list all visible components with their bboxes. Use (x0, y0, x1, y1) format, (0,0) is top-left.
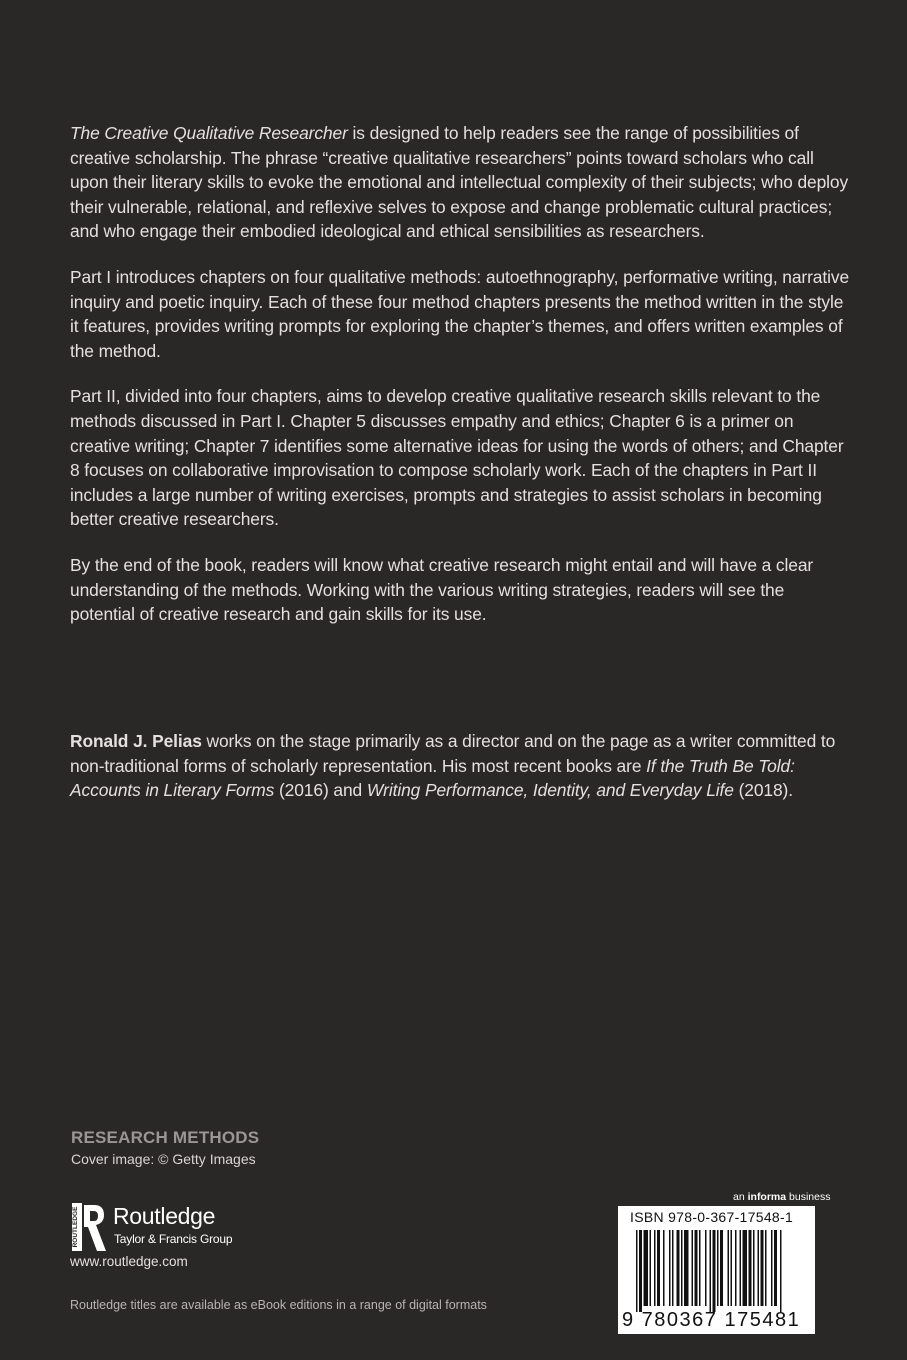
publisher-name: Routledge (113, 1203, 216, 1229)
barcode-bar (681, 1230, 683, 1306)
barcode-bar (753, 1230, 755, 1306)
barcode-bar (639, 1230, 642, 1312)
publisher-group: Taylor & Francis Group (114, 1232, 233, 1246)
routledge-mark-icon (70, 1203, 110, 1253)
barcode-bar (735, 1230, 737, 1306)
barcode-bar (699, 1230, 701, 1306)
publisher-website: www.routledge.com (70, 1254, 188, 1269)
barcode-bar (713, 1230, 716, 1312)
barcode-bar (669, 1230, 671, 1306)
barcode-bar (780, 1230, 782, 1312)
barcode-bar (749, 1230, 752, 1306)
author-bio: Ronald J. Pelias works on the stage primarily as a director and on the page as a writer committed to non-traditional forms of scholarly representation. His most recent books are If the Truth Be Told: Accounts in Literary Forms (2016) and Writing Performance, Identity, and Everyday Life (2018). (70, 731, 836, 801)
cover-credit: Cover image: © Getty Images (71, 1151, 256, 1167)
barcode-bar (771, 1230, 773, 1306)
barcode-bar (765, 1230, 767, 1306)
book-title: The Creative Qualitative Researcher (70, 123, 348, 143)
barcode-bar (636, 1230, 638, 1312)
svg-text:ROUTLEDGE: ROUTLEDGE (72, 1206, 79, 1248)
informa-tagline: an informa business (733, 1191, 831, 1203)
barcode-bar (758, 1230, 760, 1306)
barcode-bar (774, 1230, 777, 1306)
barcode-bar (654, 1230, 656, 1306)
barcode-bar (761, 1230, 764, 1306)
barcode-bar (717, 1230, 719, 1306)
barcode-bar (684, 1230, 689, 1306)
barcode-digits: 9 780367 175481 (622, 1309, 801, 1331)
isbn-label: ISBN 978-0-367-17548-1 (630, 1209, 794, 1225)
book-description (70, 121, 850, 648)
barcode-bar (672, 1230, 674, 1306)
barcode-bar (743, 1230, 748, 1306)
barcode-bar (657, 1230, 660, 1306)
barcode-bar (650, 1230, 652, 1306)
publisher-logo (70, 1203, 270, 1255)
subject-category: RESEARCH METHODS (71, 1128, 260, 1147)
isbn-barcode (618, 1206, 815, 1334)
barcode-bar (644, 1230, 649, 1306)
barcode-bar (710, 1230, 712, 1312)
barcode-bar (740, 1230, 742, 1306)
book-reference-2: Writing Performance, Identity, and Everyday Life (366, 780, 734, 801)
ebook-note: Routledge titles are available as eBook editions in a range of digital formats (70, 1298, 487, 1312)
book-reference-1: If the Truth Be Told: Accounts in Literary Forms (70, 755, 795, 801)
barcode-bar (728, 1230, 730, 1306)
barcode-bar (692, 1230, 694, 1306)
barcode-bar (663, 1230, 665, 1306)
description-paragraph-2: Part I introduces chapters on four qualitative methods: autoethnography, performative writing, narrative inquiry and poetic inquiry. Each of these four method chapters presents the method written in the style it features, provides writing prompts for exploring the chapter’s themes, and offers written examples of the method. (70, 266, 850, 361)
barcode-bar (720, 1230, 723, 1306)
barcode-bar (677, 1230, 680, 1306)
description-paragraph-1: The Creative Qualitative Researcher is designed to help readers see the range of possibilities of creative scholarship. The phrase “creative qualitative researchers” points toward scholars who call upon their literary skills to evoke the emotional and intellectual complexity of their subjects; who deploy their vulnerable, relational, and reflexive selves to expose and change problematic cultural practices; and who engage their embodied ideological and ethical sensibilities as researchers. (70, 123, 849, 242)
description-paragraph-3: Part II, divided into four chapters, aims to develop creative qualitative research skills relevant to the methods discussed in Part I. Chapter 5 discusses empathy and ethics; Chapter 6 is a primer on creative writing; Chapter 7 identifies some alternative ideas for using the words of others; and Chapter 8 focuses on collaborative improvisation to compose scholarly work. Each of the chapters in Part II includes a large number of writing exercises, prompts and strategies to assist scholars in becoming better creative researchers. (70, 386, 844, 530)
barcode-bar (695, 1230, 698, 1306)
barcode-bar (705, 1230, 707, 1306)
description-paragraph-4: By the end of the book, readers will know what creative research might entail and will have a clear understanding of the methods. Working with the various writing strategies, readers will see the potential of creative research and gain skills for its use. (70, 554, 814, 625)
barcode-bar (731, 1230, 733, 1306)
author-name: Ronald J. Pelias (70, 731, 202, 751)
